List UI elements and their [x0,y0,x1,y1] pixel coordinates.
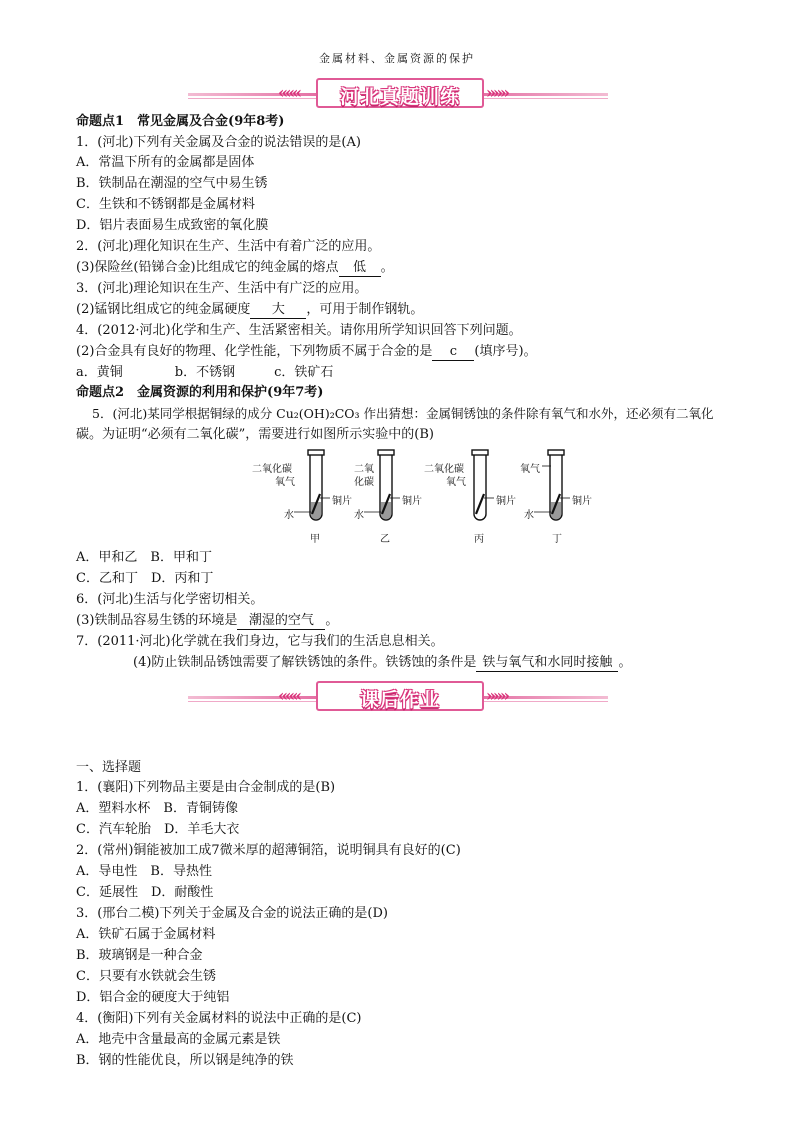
question-stem: 3．(邢台二模)下列关于金属及合金的说法正确的是(D) [76,906,388,921]
question-option: B．玻璃钢是一种合金 [76,948,203,963]
chevron-right-icon: »»» [486,83,507,102]
sub-text: ，可用于制作钢轨。 [306,302,424,317]
question-stem: 7．(2011·河北)化学就在我们身边，它与我们的生活息息相关。 [76,634,444,649]
question-option: C．只要有水铁就会生锈 [76,969,216,984]
question-stem: 3．(河北)理论知识在生产、生活中有广泛的应用。 [76,281,368,296]
question-option: D．铝片表面易生成致密的氧化膜 [76,218,269,233]
question-option: B．铁制品在潮湿的空气中易生锈 [76,176,268,191]
tube-gas-label: 氧气 [446,477,466,488]
question-stem: 2．(河北)理化知识在生产、生活中有着广泛的应用。 [76,239,381,254]
sub-text: 。 [380,260,394,275]
question-stem-cont: 碳。为证明“必须有二氧化碳”，需要进行如图所示实验中的(B) [76,427,434,442]
tube-gas-label: 氧气 [275,477,295,488]
answer-blank: 低 [339,260,381,277]
question-stem: 4．(2012·河北)化学和生产、生活紧密相关。请你用所学知识回答下列问题。 [76,323,522,338]
answer-blank: 潮湿的空气 [237,613,325,630]
banner-hebei-exam [188,77,608,107]
tube-name: 甲 [310,534,320,545]
question-option: D．铝合金的硬度大于纯铝 [76,990,230,1005]
question-stem: 4．(衡阳)下列有关金属材料的说法中正确的是(C) [76,1011,362,1026]
tube-name: 乙 [380,534,390,545]
chevron-left-icon: ««« [278,83,299,102]
banner-label: 课后作业 [359,689,440,711]
tube-copper-label: 铜片 [496,496,516,507]
page-header-title: 金属材料、金属资源的保护 [319,52,475,65]
question-sub [76,344,537,361]
question-sub [76,260,394,277]
tube-gas-label: 氧气 [520,464,540,475]
tube-water-label: 水 [284,510,294,521]
tube-name: 丁 [552,534,562,545]
question-option: C．延展性 D．耐酸性 [76,885,214,900]
question-option: C．汽车轮胎 D．羊毛大衣 [76,822,240,837]
chevron-left-icon: ««« [278,686,299,705]
question-option: A．地壳中含量最高的金属元素是铁 [76,1032,281,1047]
answer-blank: 大 [250,302,306,319]
answer-blank: c [432,344,474,361]
question-options: a．黄铜 b．不锈钢 c．铁矿石 [76,365,334,380]
sub-text: (填序号)。 [474,344,537,359]
section-heading: 一、选择题 [76,760,142,775]
tube-gas-label: 二氧化碳 [424,464,464,475]
question-option: A．常温下所有的金属都是固体 [76,155,255,170]
sub-text: (2)锰钢比组成它的纯金属硬度 [76,302,251,317]
question-option: C．乙和丁 D．丙和丁 [76,571,214,586]
question-stem: 1．(河北)下列有关金属及合金的说法错误的是(A) [76,135,361,150]
question-sub [76,613,338,630]
section-heading: 命题点1 常见金属及合金(9年8考) [76,114,285,129]
tube-name: 丙 [474,534,484,545]
sub-text: (3)铁制品容易生锈的环境是 [76,613,238,628]
chevron-right-icon: »»» [486,686,507,705]
banner-label: 河北真题训练 [339,86,460,108]
question-option: A．铁矿石属于金属材料 [76,927,216,942]
banner-homework [188,680,608,710]
question-stem: 1．(襄阳)下列物品主要是由合金制成的是(B) [76,780,336,795]
question-sub [133,655,631,672]
question-stem: 5．(河北)某同学根据铜绿的成分 Cu₂(OH)₂CO₃ 作出猜想：金属铜锈蚀的条件除有氧气和水外，还必须有二氧化 [92,406,714,421]
banner-label-box [316,78,484,108]
question-option: A．塑料水杯 B．青铜铸像 [76,801,238,816]
sub-text: (4)防止铁制品锈蚀需要了解铁锈蚀的条件。铁锈蚀的条件是 [133,655,477,670]
tube-copper-label: 铜片 [332,496,352,507]
tube-gas-label: 二氧化碳 [252,464,292,475]
sub-text: (3)保险丝(铅锑合金)比组成它的纯金属的熔点 [76,260,339,275]
tube-gas-label: 化碳 [354,477,374,488]
sub-text: 。 [325,613,339,628]
question-option: A．甲和乙 B．甲和丁 [76,550,212,565]
tube-water-label: 水 [524,510,534,521]
banner-label-box [316,681,484,711]
question-option: C．生铁和不锈钢都是金属材料 [76,197,255,212]
question-option: B．钢的性能优良，所以钢是纯净的铁 [76,1053,294,1068]
question-sub [76,302,423,319]
section-heading: 命题点2 金属资源的利用和保护(9年7考) [76,385,324,400]
answer-blank: 铁与氧气和水同时接触 [476,655,618,672]
question-stem: 2．(常州)铜能被加工成7微米厚的超薄铜箔，说明铜具有良好的(C) [76,843,461,858]
question-stem: 6．(河北)生活与化学密切相关。 [76,592,264,607]
tube-copper-label: 铜片 [402,496,422,507]
question-option: A．导电性 B．导热性 [76,864,212,879]
test-tube-figure [250,446,590,546]
tube-water-label: 水 [354,510,364,521]
tube-copper-label: 铜片 [572,496,592,507]
tube-bing [472,450,494,520]
tube-gas-label: 二氧 [354,464,374,475]
tube-jia [294,450,330,520]
sub-text: (2)合金具有良好的物理、化学性能，下列物质不属于合金的是 [76,344,433,359]
sub-text: 。 [618,655,632,670]
